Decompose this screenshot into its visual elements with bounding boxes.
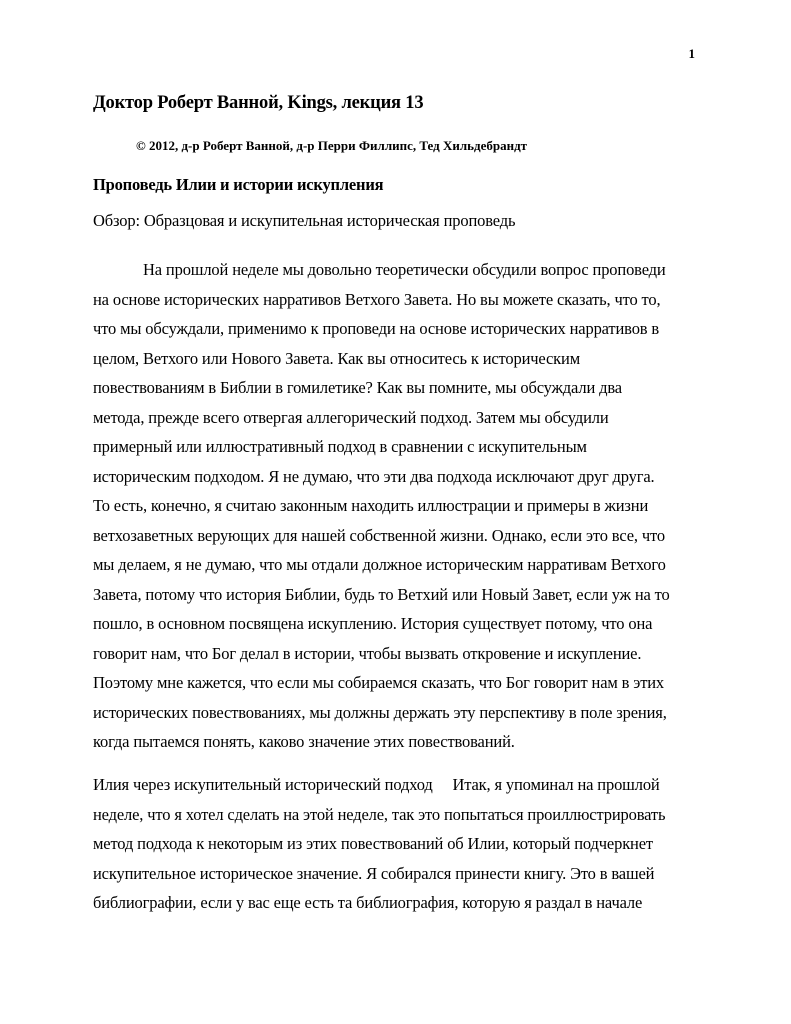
paragraph-line: целом, Ветхого или Нового Завета. Как вы относитесь к историческим — [93, 348, 581, 368]
body-paragraph-2 — [93, 770, 665, 918]
paragraph-line: Завета, потому что история Библии, будь то Ветхий или Новый Завет, если уж на то — [93, 584, 670, 604]
paragraph-line: что мы обсуждали, применимо к проповеди на основе исторических нарративов в — [93, 319, 660, 338]
paragraph-line: исторических повествованиях, мы должны держать эту перспективу в поле зрения, — [93, 702, 667, 722]
paragraph-line: ветхозаветных верующих для нашей собственной жизни. Однако, если это все, что — [93, 525, 665, 545]
paragraph-line: На прошлой неделе мы довольно теоретически обсудили вопрос проповеди — [143, 260, 666, 279]
paragraph-line: когда пытаемся понять, каково значение этих повествований. — [93, 732, 515, 751]
section-heading: Проповедь Илии и истории искупления — [93, 175, 384, 194]
copyright-line: © 2012, д-р Роберт Ванной, д-р Перри Филлипс, Тед Хильдебрандт — [136, 138, 528, 153]
paragraph-line: искупительное историческое значение. Я собирался принести книгу. Это в вашей — [93, 863, 655, 883]
paragraph-line: примерный или иллюстративный подход в сравнении с искупительным — [93, 437, 587, 456]
paragraph-line: Илия через искупительный исторический подход Итак, я упоминал на прошлой — [93, 775, 660, 794]
paragraph-line: пошло, в основном посвящена искуплению. История существует потому, что она — [93, 614, 653, 633]
paragraph-line: То есть, конечно, я считаю законным находить иллюстрации и примеры в жизни — [93, 496, 649, 515]
overview-line: Обзор: Образцовая и искупительная историческая проповедь — [93, 211, 516, 230]
paragraph-line: метода, прежде всего отвергая аллегорический подход. Затем мы обсудили — [93, 407, 609, 427]
paragraph-line: библиографии, если у вас еще есть та библиография, которую я раздал в начале — [93, 893, 643, 912]
paragraph-line: мы делаем, я не думаю, что мы отдали должное историческим нарративам Ветхого — [93, 555, 666, 574]
lecture-title: Доктор Роберт Ванной, Kings, лекция 13 — [93, 93, 424, 113]
paragraph-line: повествованиям в Библии в гомилетике? Как вы помните, мы обсуждали два — [93, 378, 622, 397]
paragraph-line: неделе, что я хотел сделать на этой неделе, так это попытаться проиллюстрировать — [93, 804, 666, 824]
paragraph-line: на основе исторических нарративов Ветхого Завета. Но вы можете сказать, что то, — [93, 289, 661, 309]
page-number: 1 — [688, 46, 695, 61]
body-paragraph-1 — [93, 255, 670, 757]
paragraph-line: говорит нам, что Бог делал в истории, чтобы вызвать откровение и искупление. — [93, 643, 642, 663]
paragraph-line: Поэтому мне кажется, что если мы собираемся сказать, что Бог говорит нам в этих — [93, 673, 665, 692]
paragraph-line: метод подхода к некоторым из этих повествований об Илии, который подчеркнет — [93, 834, 653, 853]
paragraph-line: историческим подходом. Я не думаю, что эти два подхода исключают друг друга. — [93, 466, 655, 486]
